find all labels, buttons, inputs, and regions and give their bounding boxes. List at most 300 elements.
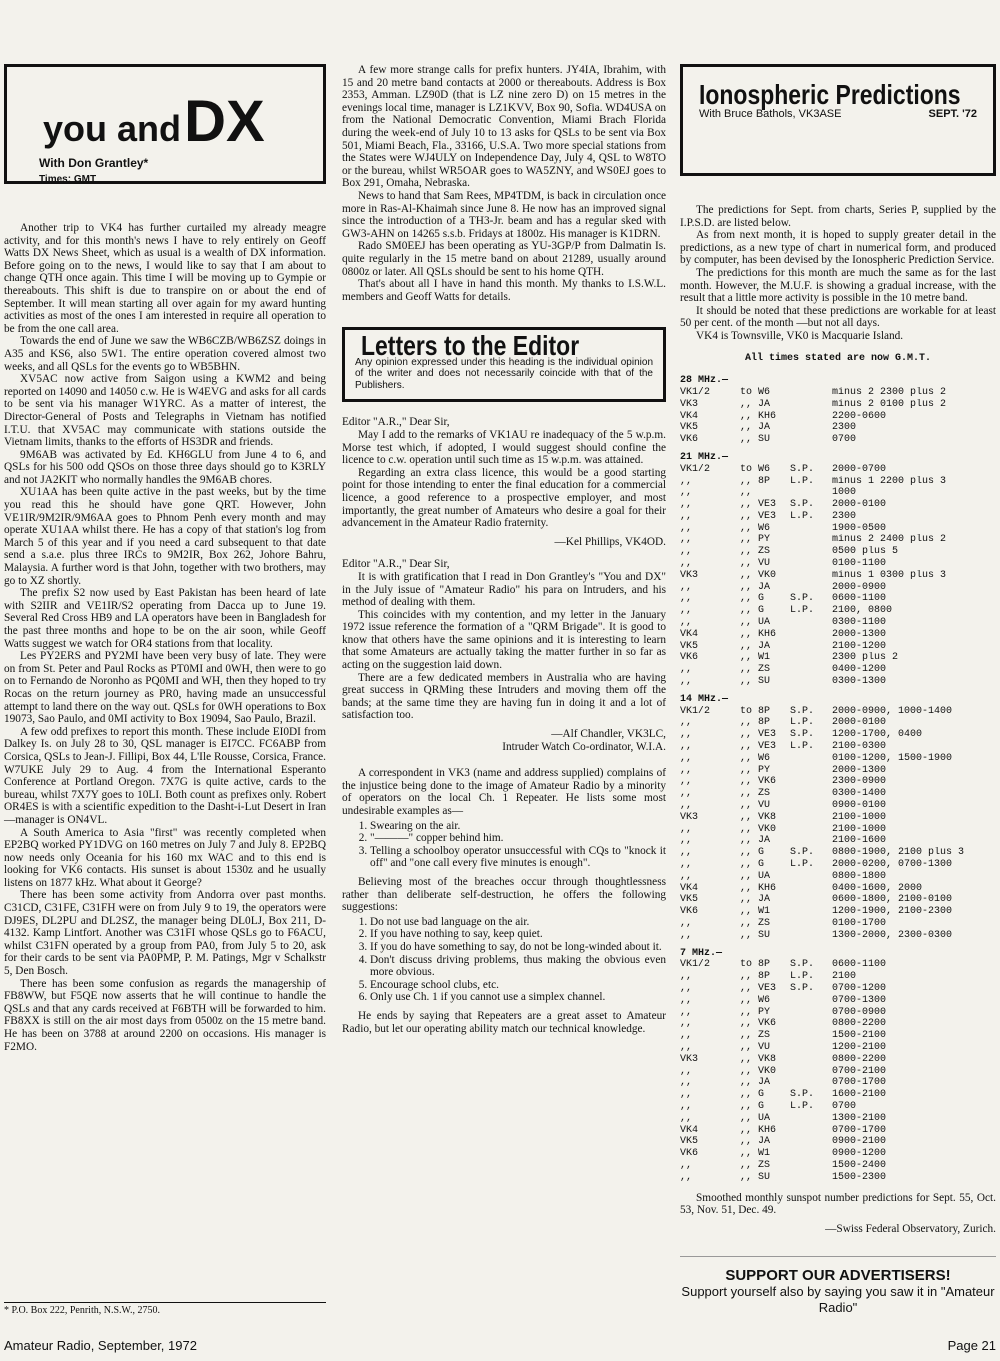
letter-paragraph: There are a few dedicated members in Australia who are having great success in QRMing these Intruders and moving them off the bands; at the same time they are having fun in doing it and a lot of satisfaction too. (342, 671, 666, 722)
to-station: ,, VK0 (740, 823, 777, 835)
prediction-row (680, 570, 996, 582)
path (790, 558, 832, 570)
prediction-row (680, 847, 996, 859)
prediction-row (680, 399, 996, 411)
path: S.P. (790, 463, 815, 475)
path (790, 570, 832, 582)
letter3-intro: A correspondent in VK3 (name and address supplied) complains of the injustice being done to the image of Amateur Radio by a minority of operators on the local Ch. 1 Repeater. He lists some most undesirable examples as— (342, 767, 666, 817)
prediction-row (680, 629, 996, 641)
prediction-row (680, 883, 996, 895)
to-station: ,, 8P (740, 717, 771, 729)
time-window: 2000-0100 (832, 717, 887, 729)
prediction-row (680, 906, 996, 918)
prediction-row (680, 1125, 996, 1137)
time-window: 2100-1000 (832, 823, 887, 835)
dx-paragraph: A few more strange calls for prefix hunters. JY4IA, Ibrahim, with 15 and 20 metre band contacts at 2000 or thereabouts. Address is Box 2353, Amman. LZ90D (that is LZ nine zero D) on 15 metres in the evenings local time, manager is LZ1KVV, Box 90, Sofia. WD4USA on from the National Democratic Convention, Miami Brach Florida during the week-end of July 10 to 13 asks for QSLs to be sent via Box 501, Miami Beach, Fla., 33166, U.S.A. Two more special stations from the States were WJ4ULY on Independence Day, July 4, QSL to W8TO or the bureau, whilst WR5OAR goes to WA5ZNY, and WS0EJ goes to Box 291, Omaha, Nebraska. (342, 64, 666, 190)
from-station: ,, (680, 593, 693, 605)
prediction-row (680, 894, 996, 906)
path (790, 641, 832, 653)
time-window: 2000-0700 (832, 463, 887, 475)
from-station: ,, (680, 1171, 693, 1183)
time-window: 0100-1700 (832, 917, 887, 929)
path (790, 1007, 832, 1019)
path (790, 1125, 832, 1137)
prediction-row (680, 729, 996, 741)
letter3-suggestions (342, 916, 666, 1004)
prediction-row (680, 546, 996, 558)
prediction-row (680, 464, 996, 476)
dx-times: Times: GMT (39, 173, 97, 185)
iono-paragraph: The predictions for Sept. from charts, Series P, supplied by the I.P.S.D. are listed below. (680, 204, 996, 229)
path (790, 1042, 832, 1054)
time-window: 0700-1300 (832, 994, 887, 1006)
time-window: 2000-0100 (832, 499, 887, 511)
prediction-row (680, 918, 996, 930)
from-station: ,, (680, 1077, 693, 1089)
to-station: ,, W6 (740, 752, 771, 764)
prediction-row (680, 617, 996, 629)
time-window: 2000-0900 (832, 581, 887, 593)
path (790, 776, 832, 788)
time-window: minus 1 0300 plus 3 (832, 569, 947, 581)
path: L.P. (790, 475, 815, 487)
from-station: VK6 (680, 434, 699, 446)
prediction-row (680, 741, 996, 753)
to-station: ,, SU (740, 676, 771, 688)
dx-paragraph: That's about all I have in hand this month. My thanks to I.S.W.L. members and Geoff Watts for details. (342, 278, 666, 303)
prediction-row (680, 499, 996, 511)
prediction-row (680, 717, 996, 729)
to-station: ,, UA (740, 1112, 771, 1124)
iono-column (680, 64, 996, 1241)
path (790, 582, 832, 594)
letter-paragraph: May I add to the remarks of VK1AU re inadequacy of the 5 w.p.m. Morse test which, if adopted, I would suggest should confine the licence to c.w. operation until such time as 15 w.p.m. was attained. (342, 428, 666, 467)
to-station: to 8P (740, 705, 771, 717)
from-station: ,, (680, 982, 693, 994)
time-window: 1600-2100 (832, 1089, 887, 1101)
prediction-row (680, 765, 996, 777)
path: S.P. (790, 729, 815, 741)
time-window: 2300 plus 2 (832, 652, 899, 664)
from-station: ,, (680, 835, 693, 847)
to-station: to 8P (740, 959, 771, 971)
to-station: ,, VE3 (740, 982, 777, 994)
from-station: ,, (680, 1159, 693, 1171)
to-station: ,, UA (740, 870, 771, 882)
prediction-row (680, 753, 996, 765)
prediction-row (680, 1101, 996, 1113)
prediction-row (680, 1007, 996, 1019)
prediction-row (680, 434, 996, 446)
to-station: ,, W1 (740, 906, 771, 918)
dx-title-large: DX (184, 89, 265, 154)
from-station: VK4 (680, 882, 699, 894)
dx-continued (342, 64, 666, 303)
to-station: to W6 (740, 463, 771, 475)
from-station: VK3 (680, 398, 699, 410)
prediction-row (680, 871, 996, 883)
letter-paragraph: It is with gratification that I read in Don Grantley's "You and DX" in the July issue of "Amateur Radio" his para on Intruders, and his method of dealing with them. (342, 570, 666, 609)
from-station: VK3 (680, 1053, 699, 1065)
path (790, 422, 832, 434)
letters-title: Letters to the Editor (361, 330, 580, 362)
to-station: ,, VU (740, 800, 771, 812)
to-station: ,, SU (740, 434, 771, 446)
path (790, 918, 832, 930)
path (790, 1148, 832, 1160)
from-station: VK6 (680, 906, 699, 918)
dx-title (43, 89, 313, 154)
path (790, 800, 832, 812)
time-window: 2000-1300 (832, 764, 887, 776)
iono-times-note: All times stated are now G.M.T. (744, 352, 932, 364)
dx-paragraph: A few odd prefixes to report this month. These include EI0DI from Dalkey Is. on July 28 to 30, QSL manager is EI7CC. FC6ABP from Corsica, QSLs to Jean-J. Fillipi, Box 44, L'Ile Rousse, Corsica, France. W7UKE July 29 to Aug. 4 from the International Esperanto Conference at Portland Oregon. 7X7G is quite active, cards to the bureau, whilst 7X7Y goes to 10LI. Both count as prefixes only. Robert OR4ES is with a scientific expedition to the Dasht-i-Lut Desert in Iran—manager is ON4VL. (4, 725, 326, 826)
from-station: VK4 (680, 628, 699, 640)
path (790, 1136, 832, 1148)
to-station: ,, G (740, 847, 765, 859)
prediction-row (680, 534, 996, 546)
to-station: to W6 (740, 386, 771, 398)
path: L.P. (790, 741, 815, 753)
time-window: 0100-1200, 1500-1900 (832, 752, 953, 764)
dx-paragraph: Towards the end of June we saw the WB6CZB/WB6ZSZ doings in A35 and KS6, also 5W1. The entire operation covered almost two weeks, and all QSLs for the events go to WB5BHN. (4, 335, 326, 373)
path (790, 629, 832, 641)
time-window: 0300-1300 (832, 676, 887, 688)
time-window: 2200-0600 (832, 410, 887, 422)
prediction-row (680, 776, 996, 788)
dx-paragraph: A South America to Asia "first" was recently completed when EP2BQ worked PY1DVG on 160 metres on July 7 and July 8. EP2BQ now needs only Oceania for his 160 mx WAC and to this end is looking for VK6 contacts. His sunset is about 1530z and he usually listens on 1877 kHz. What about it George? (4, 826, 326, 889)
time-window: 2000-1300 (832, 628, 887, 640)
from-station: ,, (680, 534, 693, 546)
to-station: ,, G (740, 605, 765, 617)
prediction-row (680, 706, 996, 718)
path: L.P. (790, 1100, 815, 1112)
time-window: 0600-1100 (832, 959, 887, 971)
from-station: ,, (680, 546, 693, 558)
suggestion-item: 2. If you have nothing to say, keep quiet. (370, 928, 666, 941)
time-window: 2100 (832, 971, 857, 983)
dx-paragraph: XV5AC now active from Saigon using a KWM2 and being reported on 14090 and 14050 c.w. He is W4EVG and asks for all cards to be sent via his manager W1YRC. As a matter of interest, the Director-General of Posts and Telegraphs in Vietnam has notified I.T.U. that XV5AC may communicate with stations outside the Vietnam limits, thanks to the efforts of HS3DR and friends. (4, 373, 326, 449)
from-station: ,, (680, 487, 693, 499)
to-station: ,, W6 (740, 994, 771, 1006)
time-window: 1900-0500 (832, 522, 887, 534)
from-station: VK5 (680, 1136, 699, 1148)
time-window: minus 2 2300 plus 2 (832, 386, 947, 398)
suggestion-item: 6. Only use Ch. 1 if you cannot use a simplex channel. (370, 991, 666, 1004)
dx-paragraph: 9M6AB was activated by Ed. KH6GLU from June 4 to 6, and QSLs for his 500 odd QSOs on those three days should go to K3RLY and not JA2KIT who normally handles the 9M6AB chores. (4, 448, 326, 486)
from-station: ,, (680, 1041, 693, 1053)
to-station: ,, VK8 (740, 1053, 777, 1065)
prediction-row (680, 812, 996, 824)
from-station: ,, (680, 499, 693, 511)
prediction-row (680, 1077, 996, 1089)
time-window: 0900-1200 (832, 1148, 887, 1160)
letter2-salutation: Editor "A.R.," Dear Sir, (342, 558, 450, 571)
time-window: 2300 (832, 510, 857, 522)
time-window: 2100-1000 (832, 811, 887, 823)
to-station: ,, ZS (740, 788, 771, 800)
time-window: 0500 plus 5 (832, 546, 899, 558)
to-station: ,, G (740, 1089, 765, 1101)
to-station: ,, VE3 (740, 510, 777, 522)
path (790, 894, 832, 906)
example-item: 1. Swearing on the air. (370, 820, 666, 833)
to-station: ,, VK0 (740, 1065, 777, 1077)
path (790, 1054, 832, 1066)
from-station: VK5 (680, 894, 699, 906)
prediction-row (680, 788, 996, 800)
from-station: ,, (680, 510, 693, 522)
dx-title-small: you and (43, 108, 182, 149)
from-station: ,, (680, 994, 693, 1006)
prediction-row (680, 387, 996, 399)
to-station: ,, JA (740, 1136, 771, 1148)
from-station: ,, (680, 929, 693, 941)
path (790, 664, 832, 676)
footer-page-number: Page 21 (947, 1338, 996, 1353)
from-station: ,, (680, 1112, 693, 1124)
to-station: ,, W1 (740, 652, 771, 664)
path (790, 871, 832, 883)
prediction-row (680, 1160, 996, 1172)
path: L.P. (790, 605, 815, 617)
example-item: 3. Telling a schoolboy operator unsuccessful with CQs to "knock it off" and "one call every five minutes is enough". (370, 845, 666, 870)
letter2-body (342, 571, 666, 722)
support-line2: Support yourself also by saying you saw it in "Amateur Radio" (681, 1284, 995, 1315)
path (790, 487, 832, 499)
to-station: ,, (740, 487, 753, 499)
time-window: 0300-1100 (832, 617, 887, 629)
time-window: 2300-0900 (832, 776, 887, 788)
prediction-row (680, 1089, 996, 1101)
to-station: ,, JA (740, 1077, 771, 1089)
from-station: ,, (680, 1030, 693, 1042)
to-station: ,, UA (740, 617, 771, 629)
prediction-row (680, 582, 996, 594)
time-window: 2300 (832, 422, 857, 434)
path: L.P. (790, 717, 815, 729)
from-station: VK5 (680, 640, 699, 652)
time-window: 0800-2200 (832, 1053, 887, 1065)
from-station: ,, (680, 741, 693, 753)
prediction-row (680, 1042, 996, 1054)
prediction-row (680, 983, 996, 995)
prediction-row (680, 605, 996, 617)
support-line1: SUPPORT OUR ADVERTISERS! (725, 1267, 951, 1284)
from-station: ,, (680, 764, 693, 776)
prediction-row (680, 523, 996, 535)
from-station: VK3 (680, 569, 699, 581)
time-window: 0800-1900, 2100 plus 3 (832, 847, 965, 859)
time-window: 0700-2100 (832, 1065, 887, 1077)
from-station: VK4 (680, 1124, 699, 1136)
dx-byline: With Don Grantley* (39, 156, 149, 170)
prediction-row (680, 824, 996, 836)
from-station: ,, (680, 664, 693, 676)
to-station: ,, VU (740, 1041, 771, 1053)
band-label: 28 MHz.— (680, 375, 729, 387)
letters-disclaimer: Any opinion expressed under this heading is the individual opinion of the writer and does not necessarily coincide with that of the Publishers. (355, 356, 653, 391)
prediction-table (680, 375, 996, 1183)
sunspot-source: —Swiss Federal Observatory, Zurich. (825, 1222, 996, 1235)
letter-paragraph: Regarding an extra class licence, this would be a good starting point for those intending to enter the final education for a commercial licence, a good reference to a prospective employer, and most importantly, the great number of Amateurs who desire a goal for their advancement in the Amateur Radio fraternity. (342, 466, 666, 530)
time-window: minus 2 2400 plus 2 (832, 534, 947, 546)
to-station: ,, G (740, 593, 765, 605)
prediction-row (680, 593, 996, 605)
path (790, 617, 832, 629)
letter2-signature-title: Intruder Watch Co-ordinator, W.I.A. (502, 740, 666, 753)
from-station: ,, (680, 1006, 693, 1018)
from-station: ,, (680, 870, 693, 882)
prediction-row (680, 1148, 996, 1160)
path (790, 824, 832, 836)
letter1-salutation: Editor "A.R.," Dear Sir, (342, 416, 450, 429)
path (790, 906, 832, 918)
path (790, 411, 832, 423)
prediction-row (680, 835, 996, 847)
to-station: ,, G (740, 859, 765, 870)
from-station: ,, (680, 581, 693, 593)
from-station: VK6 (680, 1148, 699, 1160)
path (790, 995, 832, 1007)
path: S.P. (790, 705, 815, 717)
path (790, 1077, 832, 1089)
path (790, 1172, 832, 1184)
to-station: ,, VK8 (740, 811, 777, 823)
time-window: 0100-1100 (832, 558, 887, 570)
from-station: ,, (680, 1089, 693, 1101)
path (790, 1066, 832, 1078)
from-station: ,, (680, 558, 693, 570)
to-station: ,, W1 (740, 1148, 771, 1160)
to-station: ,, ZS (740, 546, 771, 558)
time-window: 0400-1600, 2000 (832, 882, 923, 894)
to-station: ,, VE3 (740, 729, 777, 741)
to-station: ,, JA (740, 894, 771, 906)
path: S.P. (790, 499, 815, 511)
path (790, 883, 832, 895)
to-station: ,, PY (740, 1006, 771, 1018)
letter3-examples (342, 820, 666, 870)
path (790, 652, 832, 664)
time-window: 1000 (832, 487, 857, 499)
from-station: ,, (680, 859, 693, 870)
footer-publication: Amateur Radio, September, 1972 (4, 1338, 197, 1353)
time-window: 2100-0300 (832, 741, 887, 753)
to-station: ,, JA (740, 422, 771, 434)
prediction-row (680, 1172, 996, 1184)
prediction-row (680, 558, 996, 570)
prediction-row (680, 487, 996, 499)
path (790, 1113, 832, 1125)
from-station: ,, (680, 917, 693, 929)
from-station: ,, (680, 729, 693, 741)
dx-paragraph: Rado SM0EEJ has been operating as YU-3GP/P from Dalmatin Is. quite regularly in the 15 metre band on about 21289, usually around 0800z or later. All QSLs should be sent to his home QTH. (342, 240, 666, 278)
path (790, 1160, 832, 1172)
from-station: ,, (680, 617, 693, 629)
time-window: 0600-1800, 2100-0100 (832, 894, 953, 906)
to-station: ,, VE3 (740, 499, 777, 511)
path: L.P. (790, 510, 815, 522)
example-item: 2. "———" copper behind him. (370, 832, 666, 845)
time-window: 1300-2100 (832, 1112, 887, 1124)
suggestion-item: 1. Do not use bad language on the air. (370, 916, 666, 929)
path: L.P. (790, 971, 815, 983)
to-station: ,, KH6 (740, 628, 777, 640)
suggestion-item: 5. Encourage school clubs, etc. (370, 979, 666, 992)
prediction-row (680, 641, 996, 653)
prediction-row (680, 971, 996, 983)
from-station: VK6 (680, 652, 699, 664)
time-window: 0400-1200 (832, 664, 887, 676)
time-window: 0700 (832, 434, 857, 446)
to-station: ,, VK0 (740, 569, 777, 581)
band-label: 7 MHz.— (680, 947, 723, 959)
path (790, 1018, 832, 1030)
letter2-signature: —Alf Chandler, VK3LC, (551, 728, 666, 741)
to-station: ,, KH6 (740, 410, 777, 422)
prediction-row (680, 652, 996, 664)
time-window: 0800-2200 (832, 1018, 887, 1030)
prediction-row (680, 995, 996, 1007)
sunspot-prediction: Smoothed monthly sunspot number predictions for Sept. 55, Oct. 53, Nov. 51, Dec. 49. (680, 1191, 996, 1217)
from-station: VK1/2 (680, 705, 711, 717)
to-station: ,, VK6 (740, 1018, 777, 1030)
from-station: VK1/2 (680, 386, 711, 398)
path (790, 434, 832, 446)
path (790, 399, 832, 411)
iono-paragraph: It should be noted that these predictions are workable for at least 50 per cent. of the month —but not all days. (680, 304, 996, 330)
from-station: ,, (680, 1100, 693, 1112)
from-station: ,, (680, 475, 693, 487)
iono-date: SEPT. '72 (928, 107, 977, 120)
time-window: 0600-1100 (832, 593, 887, 605)
path (790, 546, 832, 558)
iono-paragraph: The predictions for this month are much the same as for the last month. However, the M.U.F. is showing a gradual increase, with the result that a little more activity is possible in the 10 metre band. (680, 266, 996, 305)
to-station: ,, ZS (740, 664, 771, 676)
time-window: 0800-1800 (832, 870, 887, 882)
path (790, 523, 832, 535)
middle-column (342, 64, 666, 1035)
from-station: VK1/2 (680, 959, 711, 971)
from-station: ,, (680, 522, 693, 534)
path (790, 765, 832, 777)
prediction-row (680, 664, 996, 676)
time-window: 2000-0900, 1000-1400 (832, 705, 953, 717)
dx-header-box (4, 64, 326, 184)
prediction-row (680, 1054, 996, 1066)
time-window: 0300-1400 (832, 788, 887, 800)
iono-title: Ionospheric Predictions (699, 79, 961, 110)
path (790, 534, 832, 546)
time-window: 2100-1200 (832, 640, 887, 652)
from-station: ,, (680, 788, 693, 800)
dx-footnote: * P.O. Box 222, Penrith, N.S.W., 2750. (4, 1302, 326, 1316)
path (790, 788, 832, 800)
letter1-signature: —Kel Phillips, VK4OD. (554, 535, 666, 548)
to-station: ,, JA (740, 835, 771, 847)
path (790, 1030, 832, 1042)
to-station: ,, 8P (740, 971, 771, 983)
time-window: 1500-2300 (832, 1171, 887, 1183)
time-window: 0700-1700 (832, 1077, 887, 1089)
from-station: VK1/2 (680, 463, 711, 475)
support-advertisers (680, 1256, 996, 1316)
to-station: ,, JA (740, 640, 771, 652)
from-station: ,, (680, 776, 693, 788)
path (790, 676, 832, 688)
to-station: ,, VK6 (740, 776, 777, 788)
